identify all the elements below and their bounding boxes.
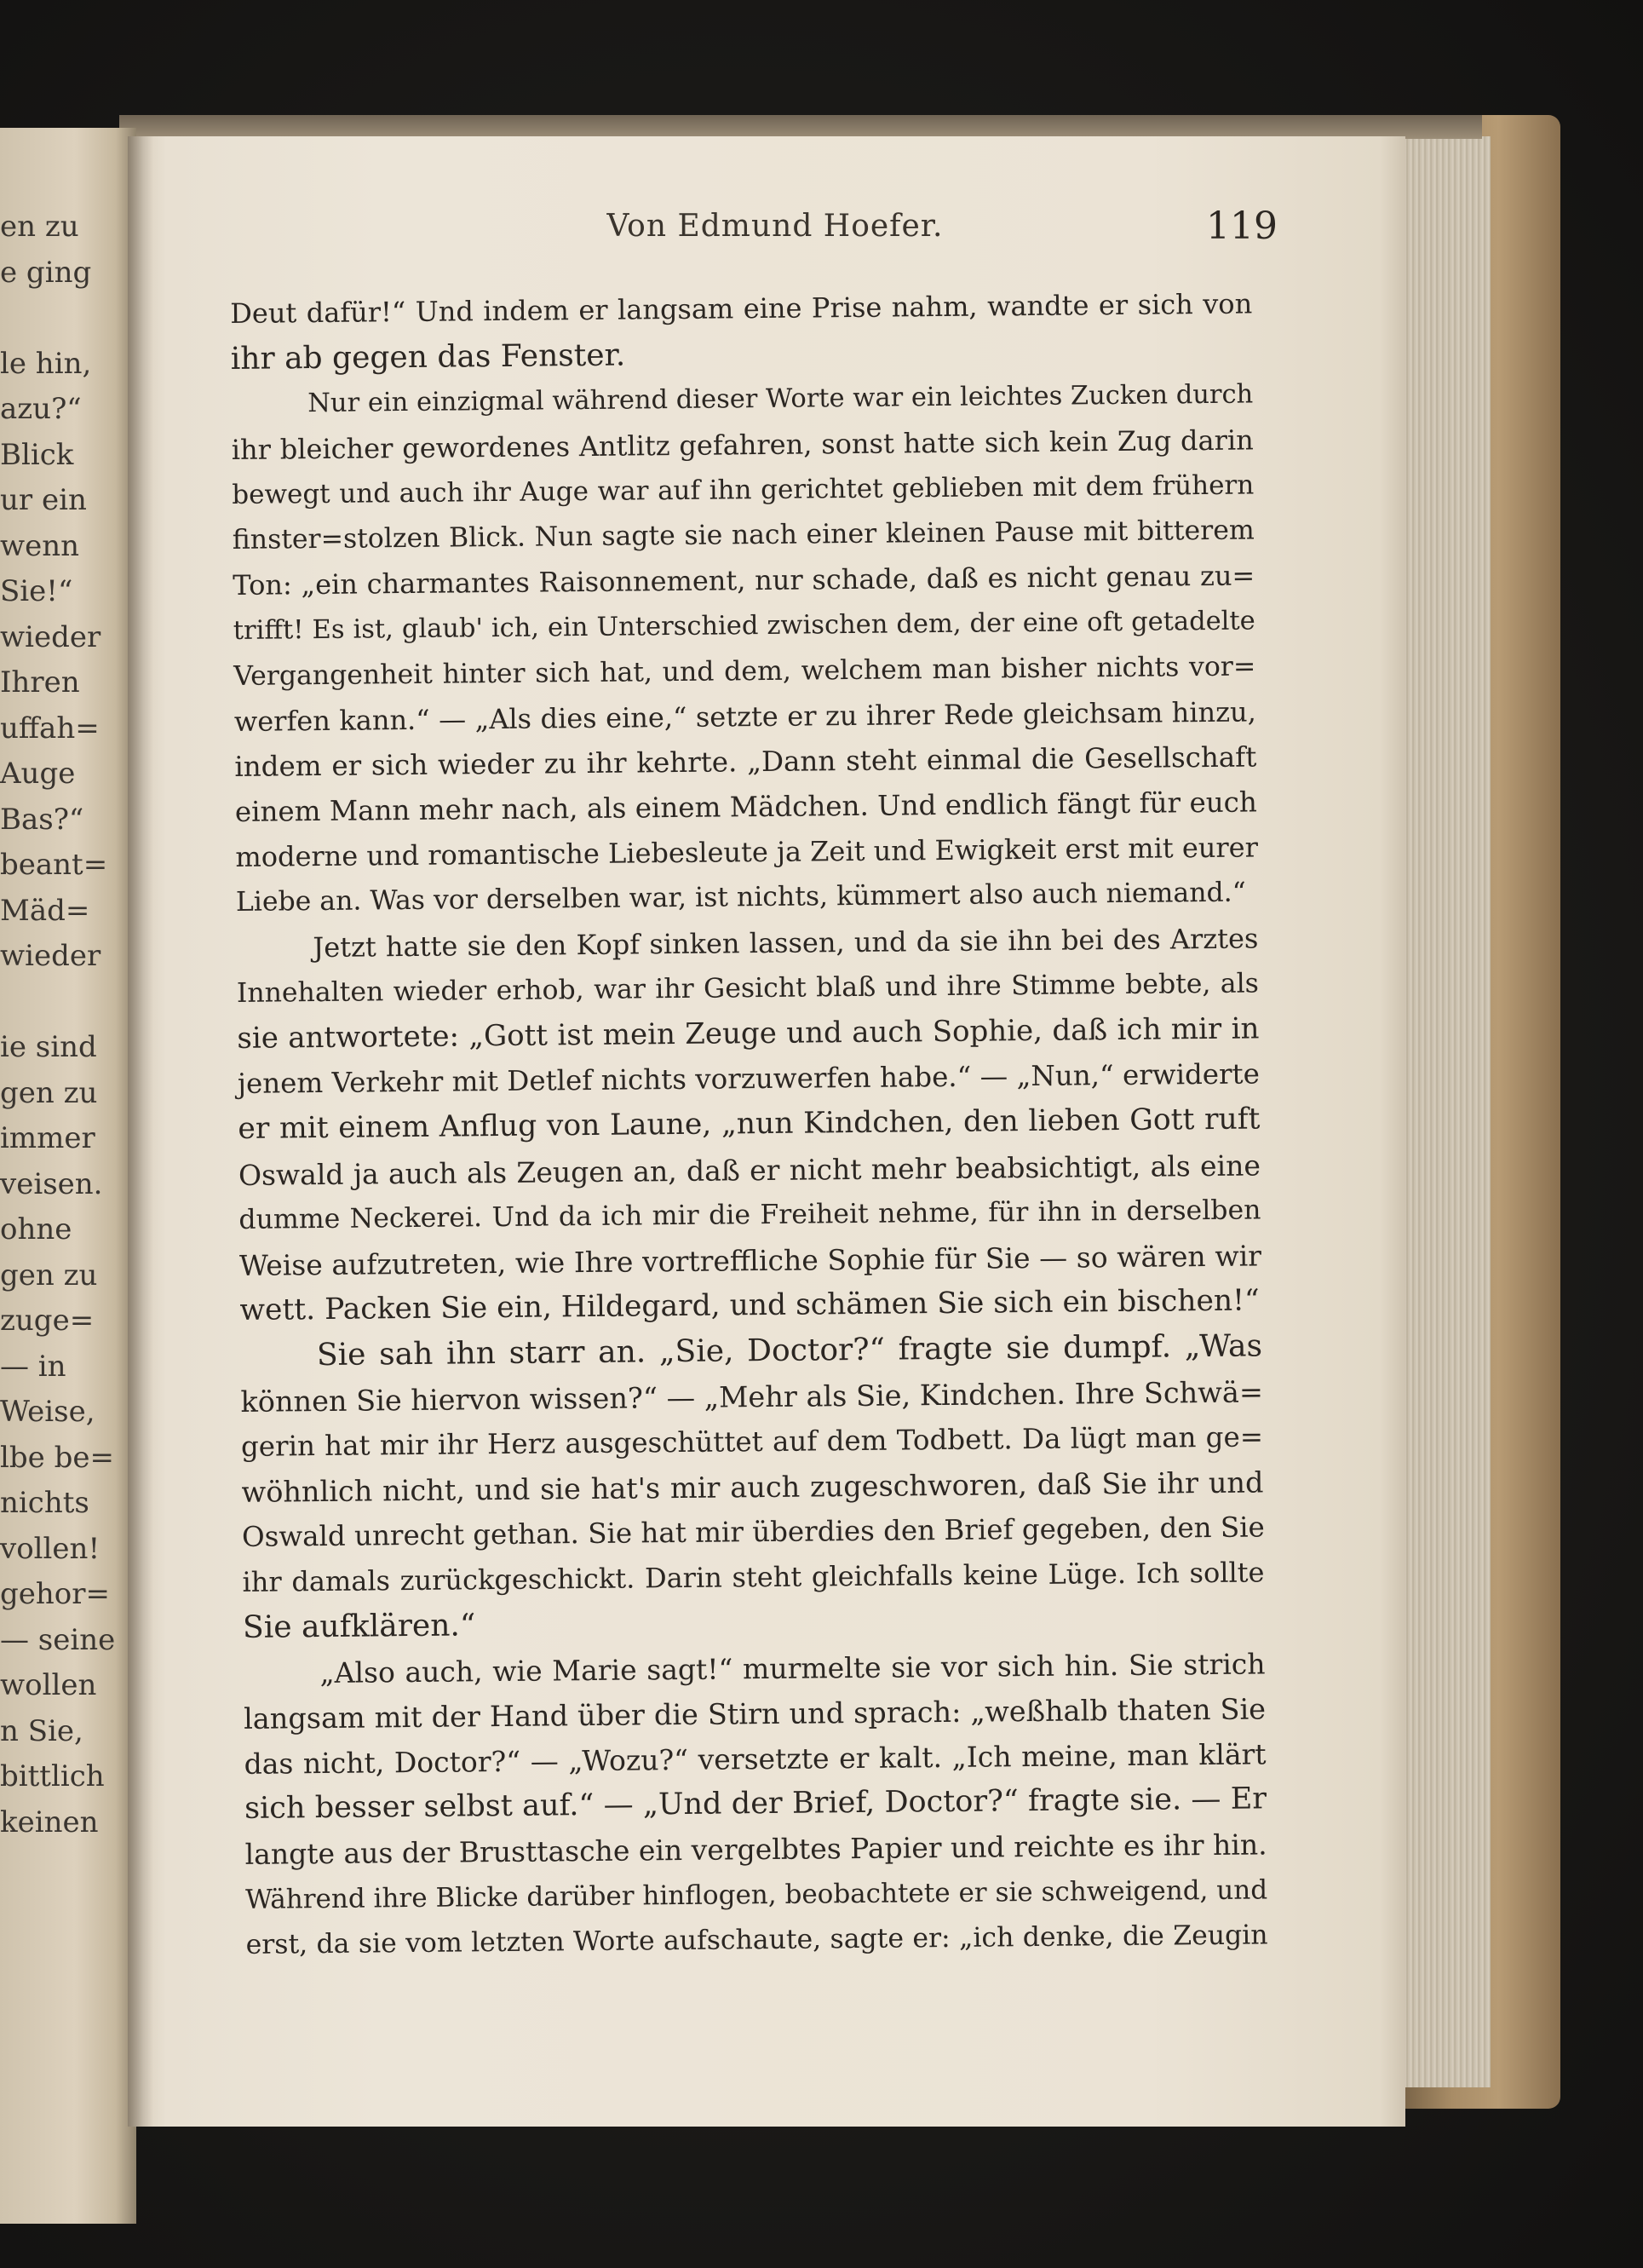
previous-page-fragment: wieder <box>0 939 101 973</box>
previous-page-fragment: e ging <box>0 255 92 290</box>
previous-page-fragment: ohne <box>0 1212 72 1246</box>
text-line: wöhnlich nicht, und sie hat's mir auch zugeschworen, daß Sie ihr und <box>241 1465 1264 1509</box>
text-line: Jetzt hatte sie den Kopf sinken lassen, und da sie ihn bei des Arztes <box>313 922 1259 964</box>
running-head: Von Edmund Hoefer. <box>606 209 944 244</box>
text-line: Nur ein einzigmal während dieser Worte war ein leichtes Zucken durch <box>307 379 1254 419</box>
text-line: finster=stolzen Blick. Nun sagte sie nach einer kleinen Pause mit bitterem <box>232 515 1255 555</box>
text-line: wett. Packen Sie ein, Hildegard, und schämen Sie sich ein bischen!“ <box>239 1283 1260 1328</box>
text-line: Ton: „ein charmantes Raisonnement, nur schade, daß es nicht genau zu= <box>233 559 1255 602</box>
text-line: Oswald ja auch als Zeugen an, daß er nicht mehr beabsichtigt, als eine <box>238 1148 1261 1192</box>
previous-page-fragment: wenn <box>0 528 80 563</box>
top-binding <box>119 115 1482 139</box>
previous-page-fragment: gehor= <box>0 1577 110 1611</box>
previous-page-fragment: wollen <box>0 1668 97 1702</box>
text-line: Liebe an. Was vor derselben war, ist nichts, kümmert also auch niemand.“ <box>235 878 1246 918</box>
text-line: Deut dafür!“ Und indem er langsam eine Prise nahm, wandte er sich von <box>230 287 1253 330</box>
previous-page-fragment: Ihren <box>0 665 80 699</box>
text-line: er mit einem Anflug von Laune, „nun Kindchen, den lieben Gott ruft <box>238 1102 1261 1147</box>
text-line: einem Mann mehr nach, als einem Mädchen. Und endlich fängt für euch <box>234 786 1257 829</box>
previous-page-fragment: zuge= <box>0 1304 95 1338</box>
text-line: ihr ab gegen das Fenster. <box>230 337 626 377</box>
previous-page-fragment: en zu <box>0 210 79 244</box>
previous-page-fragment: immer <box>0 1121 95 1155</box>
page-number: 119 <box>1206 204 1278 248</box>
previous-page-fragment: wieder <box>0 619 101 654</box>
previous-page-fragment: beant= <box>0 848 108 882</box>
previous-page-fragment: azu?“ <box>0 392 82 426</box>
previous-page-fragment: Sie!“ <box>0 574 73 608</box>
previous-page-fragment: — in <box>0 1349 66 1384</box>
previous-page-fragment: Auge <box>0 757 76 791</box>
previous-page-fragment: Bas?“ <box>0 802 84 837</box>
previous-page-fragment: lbe be= <box>0 1440 114 1475</box>
text-line: erst, da sie vom letzten Worte aufschaute, sagte er: „ich denke, die Zeugin <box>245 1920 1268 1960</box>
previous-page-fragment: Mäd= <box>0 893 90 928</box>
previous-page-fragment: vollen! <box>0 1531 101 1566</box>
previous-page-fragment: — seine <box>0 1622 116 1657</box>
text-line: sich besser selbst auf.“ — „Und der Brief, Doctor?“ fragte sie. — Er <box>244 1782 1267 1827</box>
previous-page-text <box>0 204 128 2062</box>
text-line: trifft! Es ist, glaub' ich, ein Unterschied zwischen dem, der eine oft getadelte <box>233 606 1255 647</box>
body-text <box>230 281 1268 1967</box>
text-line: „Also auch, wie Marie sagt!“ murmelte sie vor sich hin. Sie strich <box>319 1647 1266 1689</box>
text-line: Innehalten wieder erhob, war ihr Gesicht blaß und ihre Stimme bebte, als <box>236 968 1260 1009</box>
text-line: das nicht, Doctor?“ — „Wozu?“ versetzte er kalt. „Ich meine, man klärt <box>244 1737 1267 1781</box>
text-line: Weise aufzutreten, wie Ihre vortreffliche Sophie für Sie — so wären wir <box>238 1239 1262 1282</box>
text-line: ihr bleicher gewordenes Antlitz gefahren, sonst hatte sich kein Zug darin <box>231 423 1254 466</box>
text-line: ihr damals zurückgeschickt. Darin steht gleichfalls keine Lüge. Ich sollte <box>242 1556 1265 1599</box>
text-line: dumme Neckerei. Und da ich mir die Freiheit nehme, für ihn in derselben <box>238 1194 1261 1235</box>
text-line: langte aus der Brusttasche ein vergelbtes Papier und reichte es ihr hin. <box>244 1828 1267 1872</box>
previous-page-fragment: ur ein <box>0 483 87 517</box>
previous-page-fragment <box>0 296 128 342</box>
text-line: Oswald unrecht gethan. Sie hat mir überdies den Brief gegeben, den Sie <box>241 1511 1265 1553</box>
text-line: bewegt und auch ihr Auge war auf ihn gerichtet geblieben mit dem frühern <box>232 469 1255 510</box>
page-gutter-shadow <box>128 136 153 2127</box>
previous-page-fragment: n Sie, <box>0 1713 83 1748</box>
previous-page-fragment: gen zu <box>0 1075 98 1110</box>
text-line: können Sie hiervon wissen?“ — „Mehr als Sie, Kindchen. Ihre Schwä= <box>240 1374 1264 1419</box>
text-line: moderne und romantische Liebesleute ja Zeit und Ewigkeit erst mit eurer <box>235 831 1259 874</box>
previous-page-fragment: bittlich <box>0 1759 105 1793</box>
previous-page-fragment <box>0 980 128 1026</box>
previous-page-fragment: veisen. <box>0 1166 103 1201</box>
previous-page-fragment: gen zu <box>0 1258 98 1292</box>
previous-page-fragment: uffah= <box>0 711 100 745</box>
previous-page-fragment: nichts <box>0 1486 89 1520</box>
text-line: Sie sah ihn starr an. „Sie, Doctor?“ fragte sie dumpf. „Was <box>316 1328 1263 1373</box>
previous-page-fragment: keinen <box>0 1805 99 1839</box>
text-line: gerin hat mir ihr Herz ausgeschüttet auf dem Todbett. Da lügt man ge= <box>240 1420 1264 1463</box>
previous-page-fragment: ie sind <box>0 1030 97 1064</box>
previous-page-fragment: Weise, <box>0 1395 95 1429</box>
text-line: indem er sich wieder zu ihr kehrte. „Dann steht einmal die Gesellschaft <box>234 740 1257 783</box>
text-line: Vergangenheit hinter sich hat, und dem, welchem man bisher nichts vor= <box>233 650 1256 692</box>
text-line: jenem Verkehr mit Detlef nichts vorzuwerfen habe.“ — „Nun,“ erwiderte <box>237 1057 1261 1101</box>
text-line: langsam mit der Hand über die Stirn und sprach: „weßhalb thaten Sie <box>243 1692 1267 1736</box>
text-line: werfen kann.“ — „Als dies eine,“ setzte er zu ihrer Rede gleichsam hinzu, <box>233 695 1256 738</box>
previous-page-fragment: Blick <box>0 437 74 472</box>
previous-page-fragment: le hin, <box>0 346 92 381</box>
text-line: Während ihre Blicke darüber hinflogen, beobachtete er sie schweigend, und <box>244 1874 1268 1915</box>
page-block-edges <box>1397 136 1491 2087</box>
text-line: sie antwortete: „Gott ist mein Zeuge und auch Sophie, daß ich mir in <box>237 1011 1260 1056</box>
text-line: Sie aufklären.“ <box>242 1608 476 1646</box>
